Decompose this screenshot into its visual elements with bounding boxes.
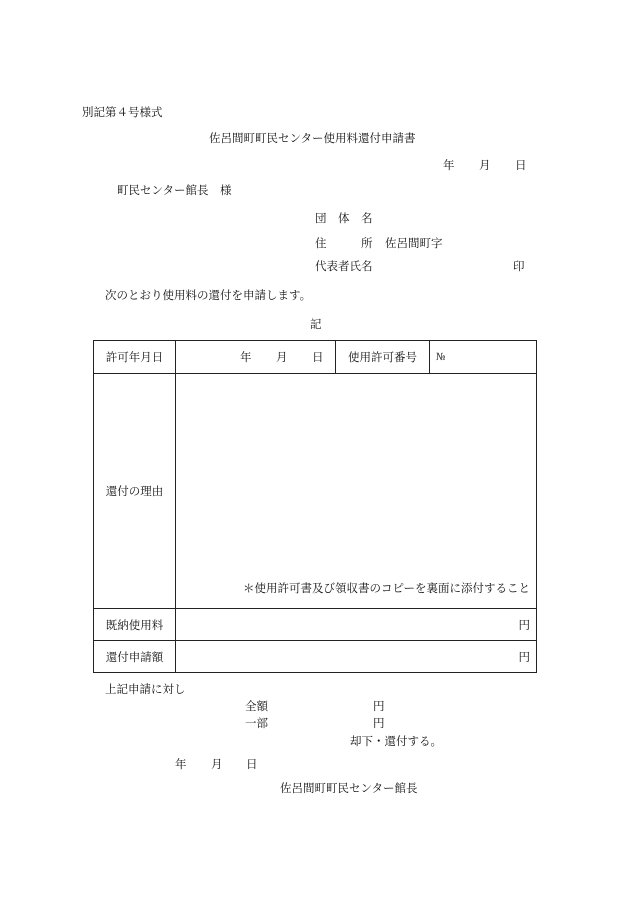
signer: 佐呂間町町民センター館長 [280, 781, 418, 795]
address-value: 佐呂間町字 [385, 236, 443, 250]
header-date-day: 日 [515, 158, 527, 172]
paid-fee-row [94, 609, 537, 641]
permit-number-prefix: № [436, 352, 446, 363]
reason-label: 還付の理由 [94, 374, 176, 609]
refund-amount-row [94, 641, 537, 673]
footer-date-day: 日 [246, 757, 258, 771]
partial-amount-unit: 円 [373, 716, 385, 730]
paid-fee-unit: 円 [518, 617, 530, 632]
permit-date-year: 年 [240, 350, 252, 364]
permit-date-cell[interactable] [176, 341, 336, 374]
intro-text: 次のとおり使用料の還付を申請します。 [105, 288, 312, 302]
page-title: 佐呂間町町民センター使用料還付申請書 [209, 131, 416, 145]
addressee: 町民センター館長 様 [117, 183, 232, 197]
seal-mark: 印 [513, 259, 525, 273]
reason-note: ＊使用許可書及び領収書のコピーを裏面に添付すること [242, 581, 530, 595]
representative-label: 代表者氏名 [315, 259, 373, 273]
permit-date-label: 許可年月日 [94, 341, 176, 374]
reason-cell[interactable] [176, 374, 537, 609]
paid-fee-label: 既納使用料 [94, 609, 176, 641]
refund-amount-cell[interactable] [176, 641, 537, 673]
refund-form-table [93, 340, 537, 673]
footer-date-month: 月 [211, 757, 223, 771]
permit-date-month: 月 [276, 350, 288, 364]
ki-heading: 記 [310, 317, 322, 331]
reason-row [94, 374, 537, 609]
permit-row [94, 341, 537, 374]
form-number: 別記第４号様式 [82, 105, 163, 119]
permit-date-day: 日 [312, 350, 324, 364]
full-amount-unit: 円 [373, 699, 385, 713]
footer-date-year: 年 [175, 757, 187, 771]
paid-fee-cell[interactable] [176, 609, 537, 641]
full-amount-label: 全額 [245, 699, 268, 713]
decision-result: 却下・還付する。 [350, 734, 442, 748]
permit-number-label: 使用許可番号 [336, 341, 430, 374]
header-date-month: 月 [479, 158, 491, 172]
group-name-label: 団 体 名 [315, 211, 373, 225]
refund-amount-label: 還付申請額 [94, 641, 176, 673]
permit-number-cell[interactable] [430, 341, 537, 374]
decision-intro: 上記申請に対し [105, 682, 186, 696]
refund-amount-unit: 円 [518, 649, 530, 664]
partial-amount-label: 一部 [245, 716, 268, 730]
header-date-year: 年 [443, 158, 455, 172]
address-label: 住 所 [315, 236, 373, 250]
